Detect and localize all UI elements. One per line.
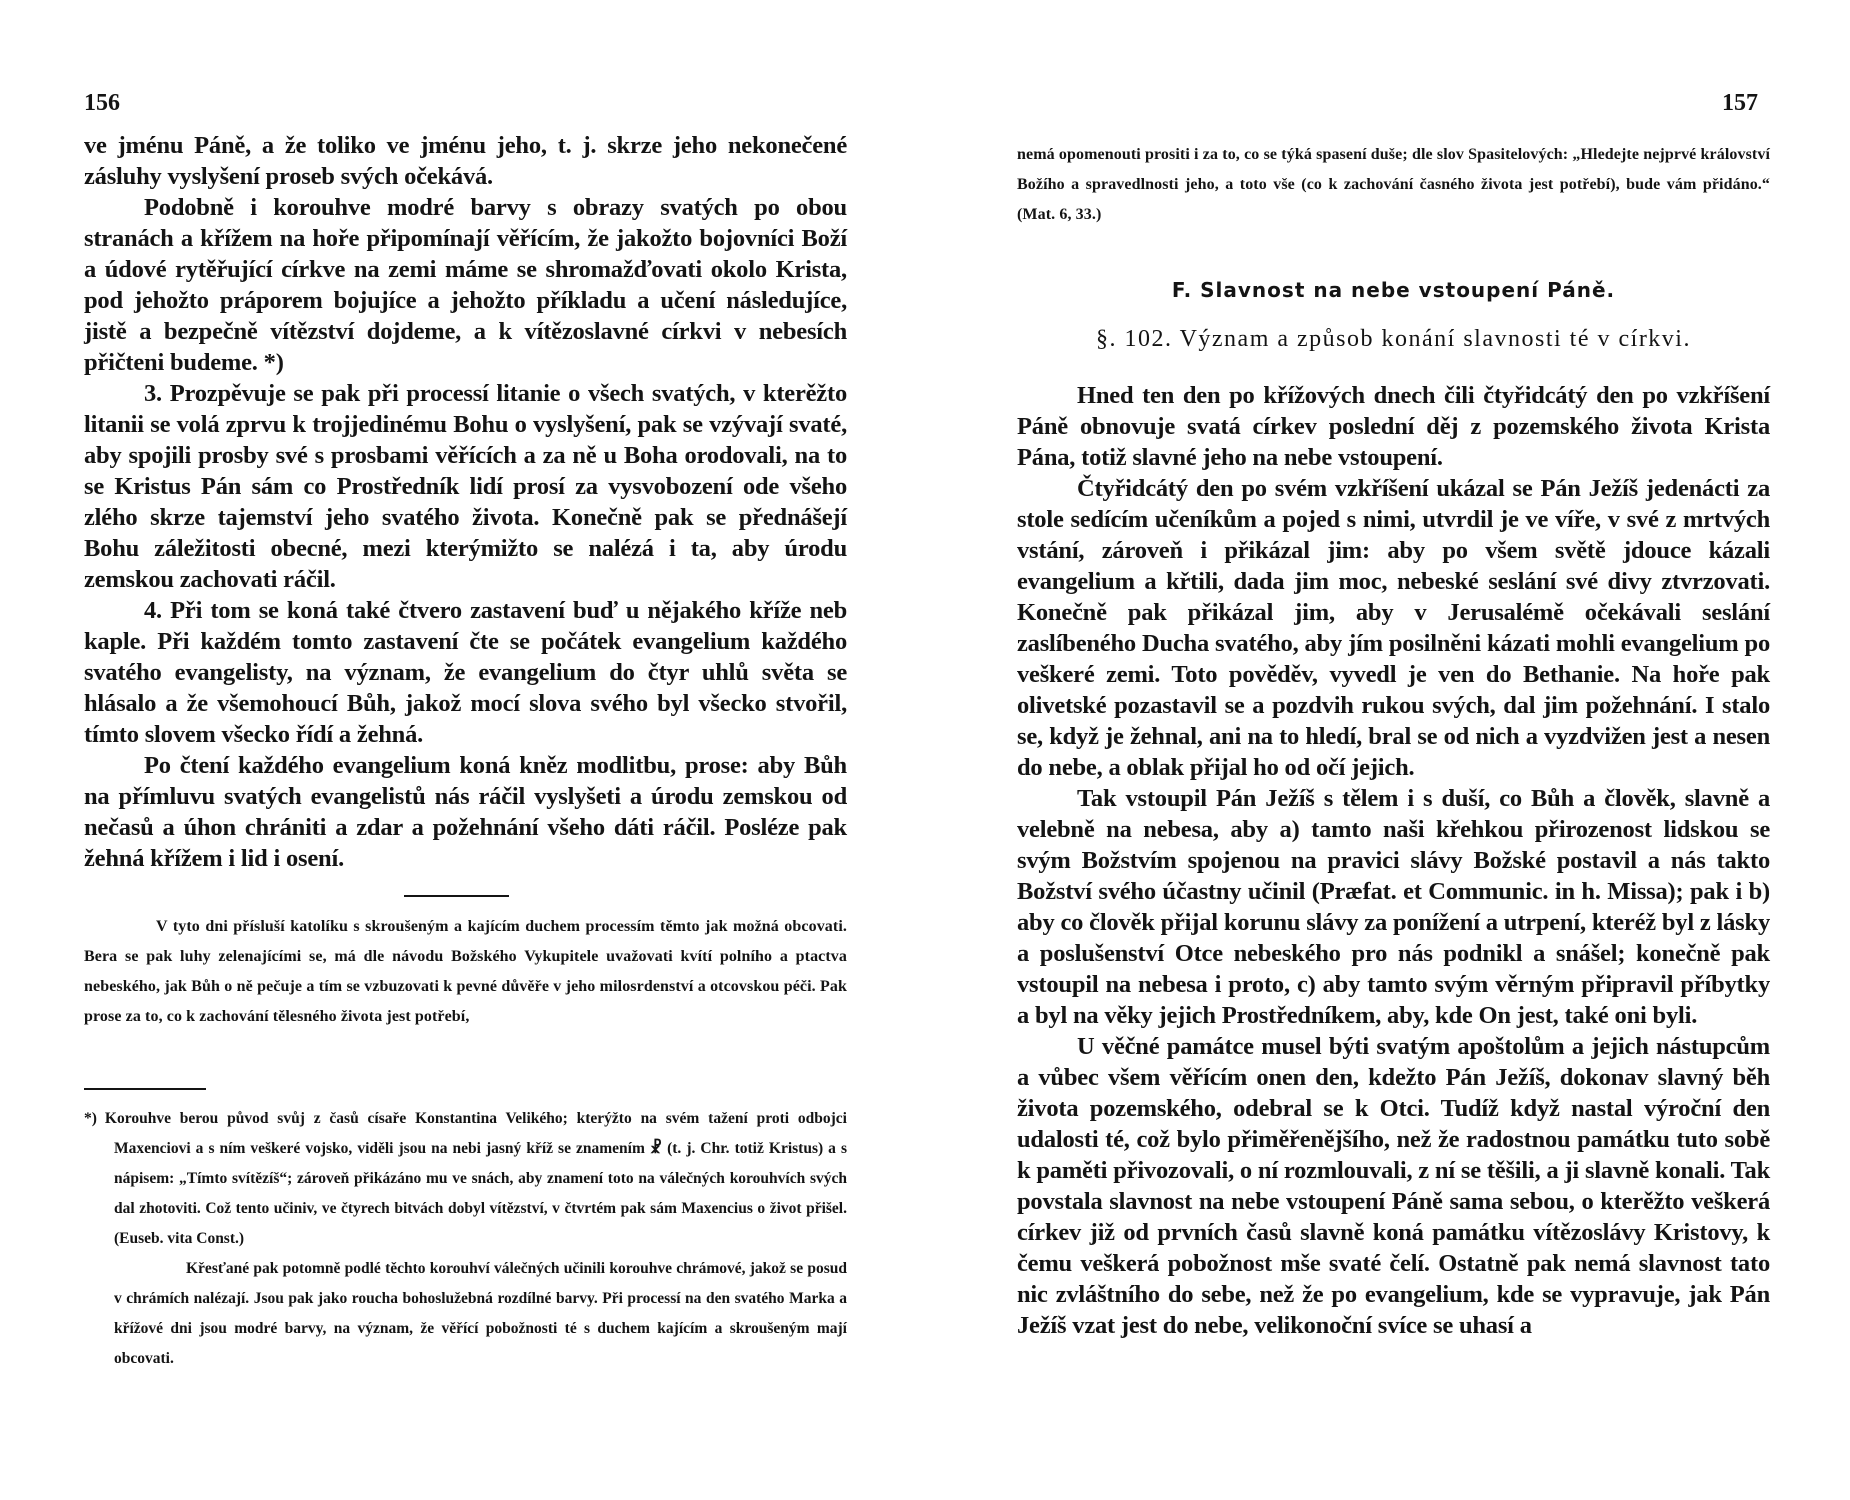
paragraph: Čtyřidcátý den po svém vzkříšení ukázal se Pán Ježíš jedenácti za stole sedícím učeníkům a pojed s nimi, utvrdil je ve víře, v své z mrtvých vstání, zároveň i přikázal jim: aby po všem světě jdouce kázali evangelium a křtili, dada jim moc, nebeské seslání své divy ztvrzovati. Konečně pak přikázal jim, aby v Jerusalémě očekávali seslání zaslíbeného Ducha svatého, aby jím posilněni kázati mohli evangelium po veškeré zemi. Toto pověděv, vyvedl je ven do Bethanie. Na hoře pak olivetské pozastavil se a pozdvih rukou svých, dal jim požehnání. I stalo se, když je žehnal, ani na to hledí, bral se od nich a vyzdvižen jest a nesen do nebe, a oblak přijal ho od očí jejich. — [1017, 475, 1770, 781]
paragraph: Po čtení každého evangelium koná kněz modlitbu, prose: aby Bůh na přímluvu svatých evangelistů nás ráčil vyslyšeti a úrodu zemskou od nečasů a úhon chrániti a zdar a požehnání všeho dáti ráčil. Posléze pak žehná křížem i lid i osení. — [84, 752, 847, 872]
paragraph: Podobně i korouhve modré barvy s obrazy svatých po obou stranách a křížem na hoře připomínají věřícím, že jakožto bojovníci Boží a údové rytěřující církve na zemi máme se shromažďovati okolo Krista, pod jehožto práporem bojujíce a jehožto příkladu a učení následujíce, jistě a bezpečně vítězství dojdeme, a k vítězoslavné církvi v nebesích přičteni budeme. *) — [84, 194, 847, 376]
right-page — [925, 0, 1850, 1500]
footnote-2: Křesťané pak potomně podlé těchto korouhví válečných učinili korouhve chrámové, jakož se posud v chrámích nalézají. Jsou pak jako roucha bohoslužebná rozdílné barvy. Při processí na den svatého Marka a křížové dni jsou modré barvy, na význam, že věřící pobožnosti té s duchem kajícím a skroušeným mají obcovati. — [114, 1260, 847, 1367]
right-body-text — [1017, 380, 1770, 1341]
note-continuation — [1017, 140, 1770, 230]
paragraph: ve jménu Páně, a že toliko ve jménu jeho, t. j. skrze jeho nekonečené zásluhy vyslyšení proseb svých očekává. — [84, 132, 847, 190]
footnote-marker: *) — [84, 1110, 97, 1127]
footnotes — [84, 1104, 847, 1374]
left-note — [84, 912, 847, 1032]
paragraph-heading: §. 102. Význam a způsob konání slavnosti té v církvi. — [1096, 326, 1691, 352]
paragraph: Hned ten den po křížových dnech čili čtyřidcátý den po vzkříšení Páně obnovuje svatá církev poslední děj z pozemského života Krista Pána, totiž slavné jeho na nebe vstoupení. — [1017, 382, 1770, 471]
footnote-1-text: Korouhve berou původ svůj z časů císaře Konstantina Velikého; kterýžto na svém tažení proti odbojci Maxenciovi a s ním veškeré vojsko, viděli jsou na nebi jasný kříž se znamením ☧ (t. j. Chr. totiž Kristus) a s nápisem: „Tímto svítězíš“; zároveň přikázáno mu ve snách, aby znamení toto na válečných korouhvích svých dal zhotoviti. Což tento učiniv, ve čtyrech bitvách dobyl vítězství, v čtvrtém pak sám Maxencius o život přišel. (Euseb. vita Const.) — [104, 1110, 847, 1247]
page-number-left: 156 — [84, 90, 120, 116]
page-number-right: 157 — [1722, 90, 1758, 116]
note-text: V tyto dni přísluší katolíku s skroušeným a kajícím duchem processím těmto jak možná obcovati. Bera se pak luhy zelenajícími se, má dle návodu Božského Vykupitele uvažovati kvítí polního a ptactva nebeského, jak Bůh o ně pečuje a tím se vzbuzovati k pevné důvěře v jeho milosrdenství a otcovskou péči. Pak prose za to, co k zachování tělesného života jest potřebí, — [84, 918, 847, 1025]
footnote-divider — [84, 1088, 206, 1090]
footnote-1 — [84, 1104, 847, 1254]
paragraph: 4. Při tom se koná také čtvero zastavení buď u nějakého kříže neb kaple. Při každém tomto zastavení čte se počátek evangelium každého svatého evangelisty, na význam, že evangelium do čtyr uhlů světa se hlásalo a že všemohoucí Bůh, jakož mocí slova svého byl všecko stvořil, tímto slovem všecko řídí a žehná. — [84, 597, 847, 748]
paragraph: U věčné památce musel býti svatým apoštolům a jejich nástupcům a vůbec všem věřícím onen den, kdežto Pán Ježíš, dokonav slavný běh života pozemského, odebral se k Otci. Tudíž když nastal výroční den udalosti té, což bylo přiměřenějšího, než že radostnou památku tuto sobě k paměti přivozovali, o ní rozmlouvali, z ní se těšili, a ji slavně konali. Tak povstala slavnost na nebe vstoupení Páně sama sebou, o kterěžto veškerá církev již od prvních časů slavně koná památku vítězoslávy Kristovy, k čemu veškerá pobožnost mše svaté čelí. Ostatně pak nemá slavnost tato nic zvláštního do sebe, než že po evangelium, kde se vypravuje, jak Pán Ježíš vzat jest do nebe, velikonoční svíce se uhasí a — [1017, 1033, 1770, 1339]
note-continuation-text: nemá opomenouti prositi i za to, co se týká spasení duše; dle slov Spasitelových: „Hledejte nejprvé království Božího a spravedlnosti jeho, a toto vše (co k zachování časného života jest potřebí), bude vám přidáno.“ (Mat. 6, 33.) — [1017, 146, 1770, 223]
section-heading: F. Slavnost na nebe vstoupení Páně. — [1171, 278, 1616, 302]
left-body-text — [84, 130, 847, 874]
paragraph: Tak vstoupil Pán Ježíš s tělem i s duší, co Bůh a člověk, slavně a velebně na nebesa, aby a) tamto naši křehkou přirozenost lidskou se svým Božstvím spojenou na pravici slávy Božské postavil a nás takto Božství svého účastny učinil (Præfat. et Communic. in h. Missa); pak i b) aby co člověk přijal korunu slávy za ponížení a utrpení, kteréž byl z lásky a poslušenství Otce nebeského pro nás podnikl a snášel; konečně pak vstoupil na nebesa i proto, c) aby tamto svým věrným připravil příbytky a byl na věky jejich Prostředníkem, aby, kde On jest, také oni byli. — [1017, 785, 1770, 1029]
section-divider — [404, 895, 509, 897]
paragraph: 3. Prozpěvuje se pak při processí litanie o všech svatých, v kterěžto litanii se volá zprvu k trojjedinému Bohu o vyslyšení, pak se vzývají svaté, aby spojili prosby své s prosbami věřících a za ně u Boha orodovali, na to se Kristus Pán sám co Prostředník lidí prosí za vysvobození ode všeho zlého skrze tajemství jeho svatého života. Konečně pak se přednášejí Bohu záležitosti obecné, mezi kterýmižto se nalézá i ta, aby úrodu zemskou zachovati ráčil. — [84, 380, 847, 593]
